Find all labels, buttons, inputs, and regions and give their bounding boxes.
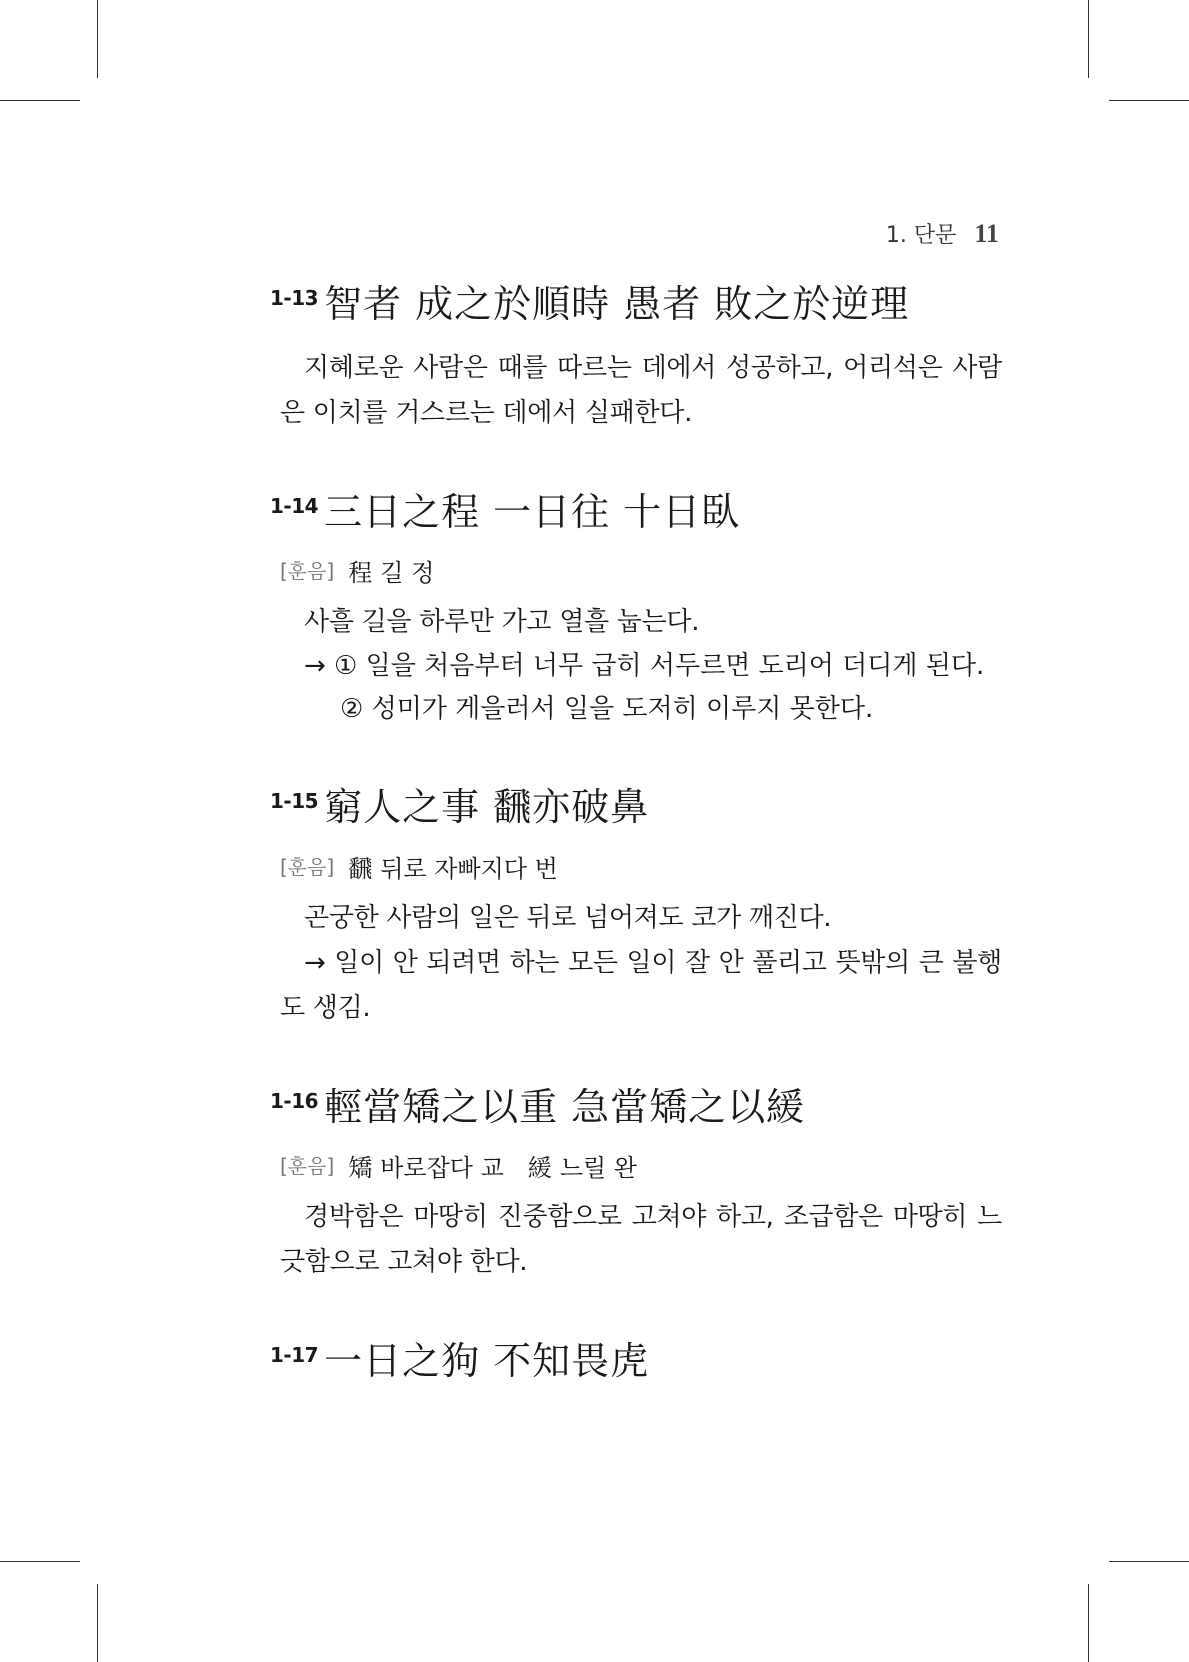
translation: 지혜로운 사람은 때를 따르는 데에서 성공하고, 어리석은 사람은 이치를 거스르는 데에서 실패한다. (280, 352, 1002, 428)
gloss-label: [훈음] (280, 559, 335, 584)
entry-number: 1-14 (270, 493, 319, 518)
entry (270, 282, 1002, 436)
crop-mark (1109, 100, 1189, 101)
gloss-char: 程 (348, 559, 373, 588)
entry-title (270, 785, 1002, 831)
entry-title (270, 282, 1002, 328)
page-number: 11 (974, 219, 999, 248)
translation: 곤궁한 사람의 일은 뒤로 넘어져도 코가 깨진다. (304, 902, 832, 933)
gloss-item (348, 849, 558, 884)
gloss-item (528, 1148, 637, 1183)
note-paragraph: → 일이 안 되려면 하는 모든 일이 잘 안 풀리고 뜻밖의 큰 불행도 생김. (280, 947, 1002, 1023)
entry-hanja: 輕當矯之以重 急當矯之以緩 (324, 1084, 806, 1129)
gloss-reading: 길 정 (380, 559, 435, 588)
crop-mark (1088, 0, 1089, 78)
gloss (280, 553, 1002, 588)
gloss-label: [훈음] (280, 854, 335, 879)
translation: 경박함은 마땅히 진중함으로 고쳐야 하고, 조급함은 마땅히 느긋함으로 고쳐야 한다. (280, 1202, 1002, 1278)
crop-mark (1109, 1561, 1189, 1562)
crop-mark (0, 1561, 80, 1562)
entry (270, 1085, 1002, 1286)
entry (270, 1339, 1002, 1385)
gloss-char: 矯 (348, 1154, 373, 1183)
gloss-reading: 바로잡다 교 (380, 1154, 504, 1183)
gloss-item (348, 1148, 504, 1183)
gloss-char: 緩 (527, 1154, 552, 1183)
entry-title (270, 1085, 1002, 1131)
entry-hanja: 窮人之事 飜亦破鼻 (324, 785, 650, 830)
entry (270, 490, 1002, 732)
gloss (280, 1148, 1002, 1183)
gloss-label: [훈음] (280, 1154, 335, 1179)
entry-title (270, 1339, 1002, 1385)
gloss-item (348, 553, 434, 588)
entry-title (270, 490, 1002, 536)
translation: 사흘 길을 하루만 가고 열흘 눕는다. (304, 607, 700, 638)
entry (270, 785, 1002, 1031)
gloss-reading: 느릴 완 (559, 1154, 637, 1183)
crop-mark (97, 0, 98, 78)
running-head (886, 218, 999, 249)
entry-hanja: 三日之程 一日往 十日臥 (324, 489, 741, 534)
entries (270, 282, 1002, 1439)
section-title: 1. 단문 (885, 223, 957, 248)
note-line: → ① 일을 처음부터 너무 급히 서두르면 도리어 더디게 된다. (304, 651, 985, 682)
crop-mark (0, 100, 80, 101)
note-line: ② 성미가 게을러서 일을 도저히 이루지 못한다. (340, 694, 874, 725)
entry-number: 1-17 (270, 1343, 319, 1368)
gloss (280, 849, 1002, 884)
entry-number: 1-13 (270, 286, 319, 310)
entry-number: 1-15 (270, 789, 319, 814)
entry-number: 1-16 (270, 1088, 319, 1113)
entry-hanja: 一日之狗 不知畏虎 (324, 1339, 650, 1384)
crop-mark (1088, 1584, 1089, 1662)
crop-mark (97, 1584, 98, 1662)
entry-hanja: 智者 成之於順時 愚者 敗之於逆理 (324, 282, 910, 326)
gloss-char: 飜 (348, 854, 373, 883)
gloss-reading: 뒤로 자빠지다 번 (380, 854, 558, 883)
